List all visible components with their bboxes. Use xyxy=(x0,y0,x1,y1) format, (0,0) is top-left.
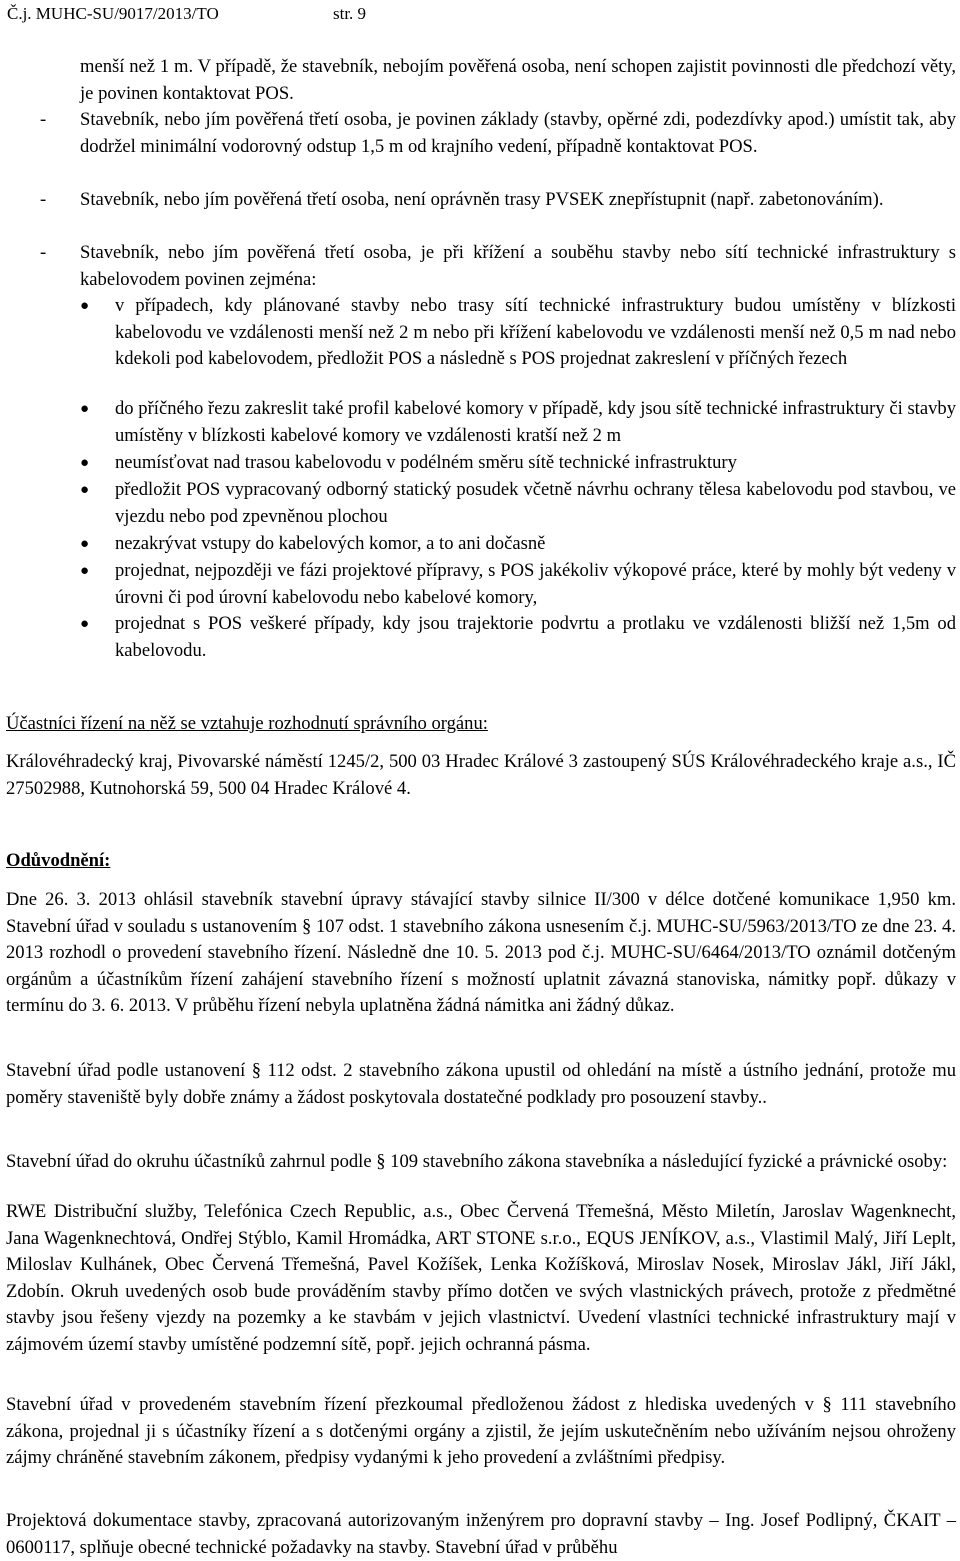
list-item-text: předložit POS vypracovaný odborný statický posudek včetně návrhu ochrany tělesa kabelovodu pod stavbou, ve vjezdu nebo pod zpevněnou plochou xyxy=(115,479,956,527)
list-item-text: do příčného řezu zakreslit také profil kabelové komory v případě, kdy jsou sítě technické infrastruktury či stavby umístěny v blízkosti kabelové komory ve vzdálenosti kratší než 2 m xyxy=(115,398,956,446)
list-item xyxy=(80,450,956,477)
list-item-text: neumísťovat nad trasou kabelovodu v podélném směru sítě technické infrastruktury xyxy=(115,452,737,473)
bullet-marker: ● xyxy=(80,616,90,632)
bullet-marker: ● xyxy=(80,455,90,471)
reasoning-paragraph: Stavební úřad do okruhu účastníků zahrnul podle § 109 stavebního zákona stavebníka a následující fyzické a právnické osoby: xyxy=(6,1151,948,1172)
page-number: str. 9 xyxy=(333,4,367,23)
bullet-marker: ● xyxy=(80,536,90,552)
list-item xyxy=(80,558,956,611)
list-item-text: v případech, kdy plánované stavby nebo trasy sítí technické infrastruktury budou umístěny v blízkosti kabelovodu ve vzdálenosti menší než 2 m nebo při křížení kabelovodu ve vzdálenosti menší než 0,5 m nad nebo kdekoli pod kabelovodem, předložit POS a následně s POS projednat zakreslení v příčných řezech xyxy=(115,295,956,370)
list-item xyxy=(80,396,956,449)
reasoning-paragraph: Dne 26. 3. 2013 ohlásil stavebník stavební úpravy stávající stavby silnice II/300 v délce dotčené komunikace 1,950 km. Stavební úřad v souladu s ustanovením § 107 odst. 1 stavebního zákona usnesením č.j. MUHC-SU/5963/2013/TO ze dne 23. 4. 2013 rozhodl o provedení stavebního řízení. Následně dne 10. 5. 2013 pod č.j. MUHC-SU/6464/2013/TO oznámil dotčeným orgánům a účastníkům řízení zahájení stavebního řízení s možností uplatnit závazná stanoviska, námitky popř. důkazy v termínu do 3. 6. 2013. V průběhu řízení nebyla uplatněna žádná námitka ani žádný důkaz. xyxy=(6,889,956,1017)
participants-label: Účastníci řízení na něž se vztahuje rozhodnutí správního orgánu: xyxy=(6,713,488,734)
list-item-text: nezakrývat vstupy do kabelových komor, a to ani dočasně xyxy=(115,533,546,554)
bullet-marker: ● xyxy=(80,482,90,498)
dash-item xyxy=(40,107,956,160)
list-item xyxy=(80,293,956,373)
dash-item xyxy=(40,240,956,293)
list-item xyxy=(80,611,956,664)
bullet-marker: ● xyxy=(80,298,90,314)
reasoning-paragraph: Stavební úřad v provedeném stavebním řízení přezkoumal předloženou žádost z hlediska uvedených v § 111 stavebního zákona, projednal ji s účastníky řízení a s dotčenými orgány a zjistil, že jejím uskutečněním nebo užíváním nejsou ohroženy zájmy chráněné stavebním zákonem, předpisy vydanými k jeho provedení a zvláštními předpisy. xyxy=(6,1394,956,1469)
reasoning-paragraph: RWE Distribuční služby, Telefónica Czech Republic, a.s., Obec Červená Třemešná, Město Miletín, Jaroslav Wagenknecht, Jana Wagenknechtová, Ondřej Stýblo, Kamil Hromádka, ART STONE s.r.o., EQUS JENÍKOV, a.s., Vlastimil Malý, Jiří Leplt, Miloslav Kulhánek, Obec Červená Třemešná, Pavel Kožíšek, Lenka Kožíšková, Miroslav Nosek, Miroslav Jákl, Jiří Jákl, Zdobín. Okruh uvedených osob bude prováděním stavby přímo dotčen ve svých vlastnických právech, protože z předmětné stavby jsou řešeny vjezdy na pozemky a ke stavbám v jejich vlastnictví. Uvedení vlastníci technické infrastruktury mají v zájmovém území stavby umístěné podzemní sítě, popř. jejich ochranná pásma. xyxy=(6,1201,956,1355)
dash-marker: - xyxy=(40,109,47,130)
dash-item xyxy=(40,187,956,214)
dash-item-text: Stavebník, nebo jím pověřená třetí osoba, je při křížení a souběhu stavby nebo sítí technické infrastruktury s kabelovodem povinen zejména: xyxy=(80,242,956,290)
dash-item-text: Stavebník, nebo jím pověřená třetí osoba, je povinen základy (stavby, opěrné zdi, podezdívky apod.) umístit tak, aby dodržel minimální vodorovný odstup 1,5 m od krajního vedení, případně kontaktovat POS. xyxy=(80,109,956,157)
list-item-text: projednat, nejpozději ve fázi projektové přípravy, s POS jakékoliv výkopové práce, které by mohly být vedeny v úrovni či pod úrovní kabelovodu nebo kabelové komory, xyxy=(115,560,956,608)
participants-text: Královéhradecký kraj, Pivovarské náměstí 1245/2, 500 03 Hradec Králové 3 zastoupený SÚS Královéhradeckého kraje a.s., IČ 27502988, Kutnohorská 59, 500 04 Hradec Králové 4. xyxy=(6,751,956,799)
bullet-marker: ● xyxy=(80,563,90,579)
dash-item-text: Stavebník, nebo jím pověřená třetí osoba, není oprávněn trasy PVSEK znepřístupnit (např. zabetonováním). xyxy=(80,189,884,210)
bullet-marker: ● xyxy=(80,401,90,417)
reasoning-paragraph: Stavební úřad podle ustanovení § 112 odst. 2 stavebního zákona upustil od ohledání na místě a ústního jednání, protože mu poměry staveniště byly dobře známy a žádost poskytovala dostatečné podklady pro posouzení stavby.. xyxy=(6,1060,956,1108)
dash-marker: - xyxy=(40,242,47,263)
intro-continuation: menší než 1 m. V případě, že stavebník, nebojím pověřená osoba, není schopen zajistit povinnosti dle předchozí věty, je povinen kontaktovat POS. xyxy=(80,56,956,104)
list-item-text: projednat s POS veškeré případy, kdy jsou trajektorie podvrtu a protlaku ve vzdálenosti bližší než 1,5m od kabelovodu. xyxy=(115,613,956,661)
dash-marker: - xyxy=(40,189,47,210)
reference-number: Č.j. MUHC-SU/9017/2013/TO xyxy=(7,4,219,23)
reasoning-heading: Odůvodnění: xyxy=(6,850,111,871)
list-item xyxy=(80,477,956,530)
list-item xyxy=(80,531,956,558)
reasoning-paragraph: Projektová dokumentace stavby, zpracovaná autorizovaným inženýrem pro dopravní stavby – Ing. Josef Podlipný, ČKAIT – 0600117, splňuje obecné technické požadavky na stavby. Stavební úřad v průběhu xyxy=(6,1510,956,1558)
